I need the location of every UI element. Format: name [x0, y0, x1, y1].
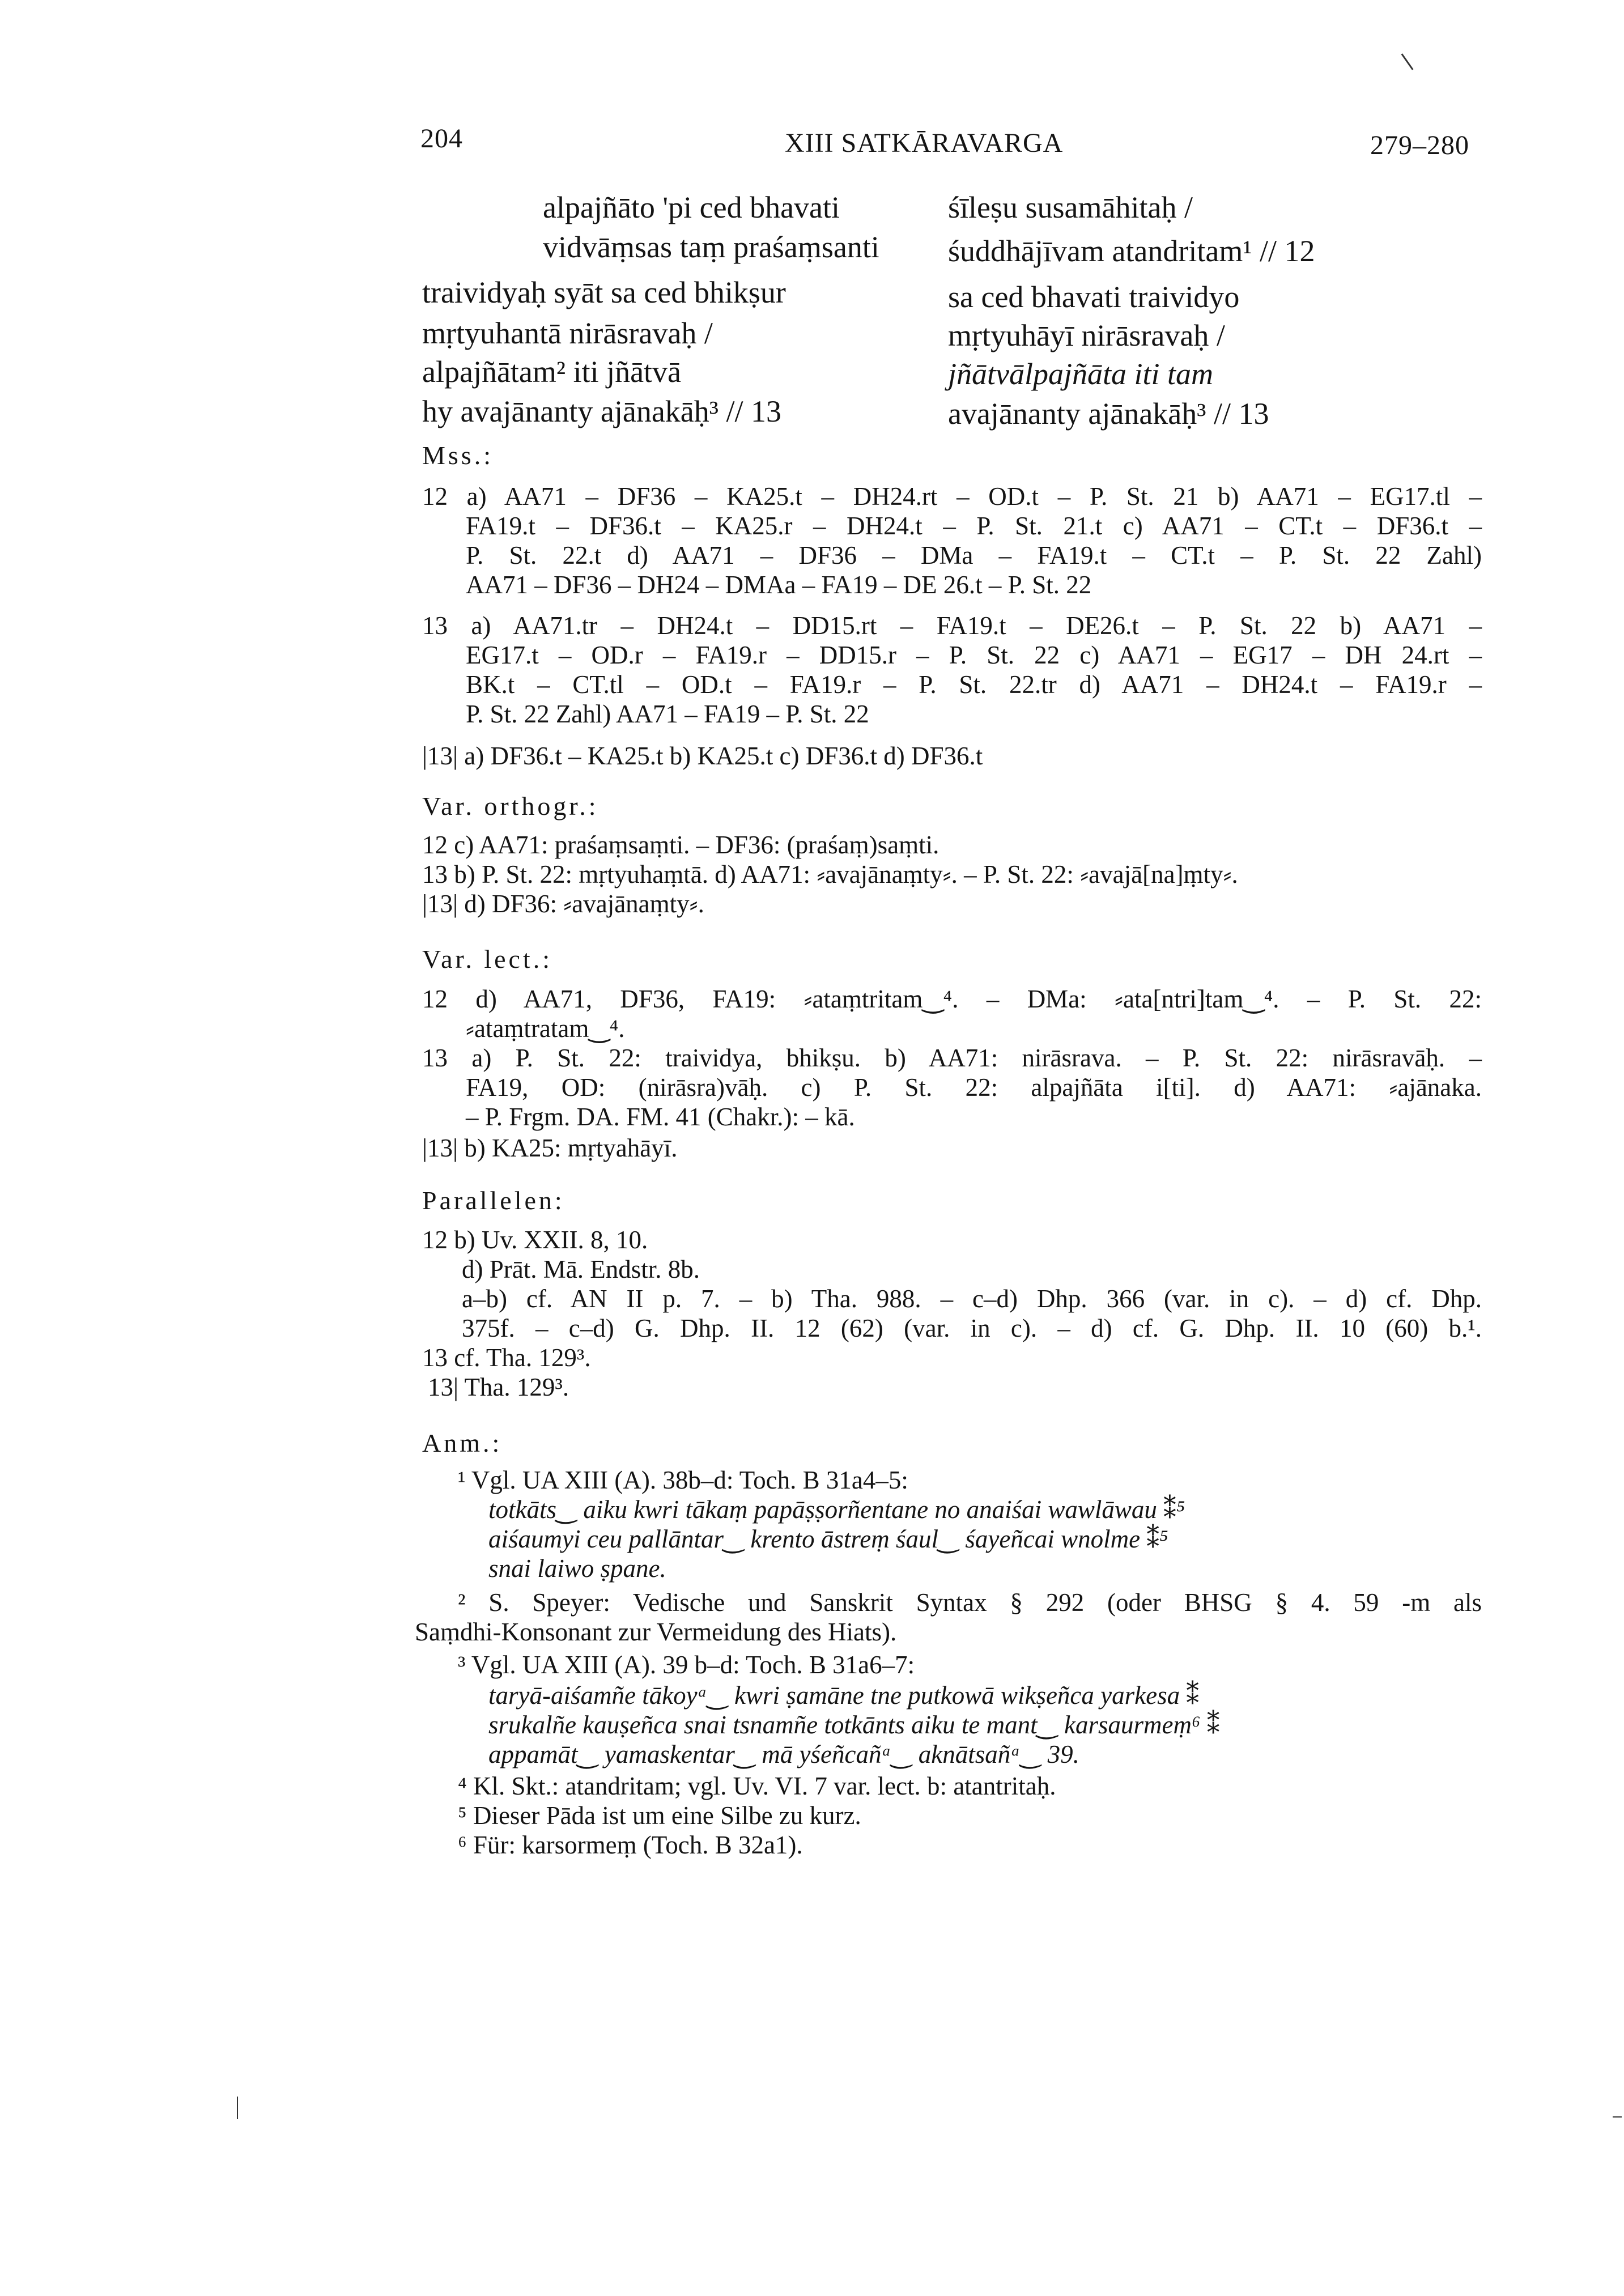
note-3-tocharian: appamāt‿ yamaskentar‿ mā yśeñcañᵃ‿ aknātsañᵃ‿ 39.	[488, 1740, 1079, 1768]
var-lect-line: – P. Frgm. DA. FM. 41 (Chakr.): – kā.	[466, 1103, 855, 1131]
scan-mark	[1613, 2116, 1622, 2118]
mss-line: 12 a) AA71 – DF36 – KA25.t – DH24.rt – OD.t – P. St. 21 b) AA71 – EG17.tl –	[422, 482, 1482, 511]
verse-range: 279–280	[1370, 130, 1469, 160]
note-3-tocharian: taryā-aiśamñe tākoyᵃ‿ kwri ṣamāne tne putkowā wikṣeñca yarkesa ⁑	[488, 1681, 1199, 1710]
mss-line: BK.t – CT.tl – OD.t – FA19.r – P. St. 22.tr d) AA71 – DH24.t – FA19.r –	[466, 670, 1482, 699]
parallelen-line: d) Prāt. Mā. Endstr. 8b.	[462, 1255, 700, 1283]
note-1-tocharian: snai laiwo ṣpane.	[488, 1554, 666, 1583]
note-1-intro: ¹ Vgl. UA XIII (A). 38b–d: Toch. B 31a4–5:	[458, 1466, 908, 1494]
var-lect-line: 12 d) AA71, DF36, FA19: ⸗ataṃtritam‿⁴. – DMa: ⸗ata[ntri]tam‿⁴. – P. St. 22:	[422, 985, 1482, 1013]
verse-13-left-3: alpajñātam² iti jñātvā	[422, 355, 682, 389]
parallelen-heading: Parallelen:	[422, 1186, 565, 1215]
mss-line: |13| a) DF36.t – KA25.t b) KA25.t c) DF36.t d) DF36.t	[422, 742, 983, 770]
note-3-tocharian: srukalñe kauṣeñca snai tsnamñe totkānts aiku te mant‿ karsaurmeṃ⁶ ⁑	[488, 1711, 1220, 1739]
var-orthogr-line: 13 b) P. St. 22: mṛtyuhaṃtā. d) AA71: ⸗avajānaṃty⸗. – P. St. 22: ⸗avajā[na]ṃty⸗.	[422, 860, 1238, 888]
var-lect-heading: Var. lect.:	[422, 945, 552, 973]
mss-line: 13 a) AA71.tr – DH24.t – DD15.rt – FA19.t – DE26.t – P. St. 22 b) AA71 –	[422, 611, 1482, 640]
verse-13-right-4: avajānanty ajānakāḥ³ // 13	[948, 397, 1269, 431]
var-lect-line: FA19, OD: (nirāsra)vāḥ. c) P. St. 22: alpajñāta i[ti]. d) AA71: ⸗ajānaka.	[466, 1073, 1482, 1102]
verse-13-left-1: traividyaḥ syāt sa ced bhikṣur	[422, 275, 786, 309]
var-lect-line: ⸗ataṃtratam‿⁴.	[466, 1014, 625, 1043]
parallelen-line: 12 b) Uv. XXII. 8, 10.	[422, 1226, 648, 1254]
scan-mark	[1401, 53, 1414, 70]
var-orthogr-line: 12 c) AA71: praśaṃsaṃti. – DF36: (praśaṃ)saṃti.	[422, 831, 939, 859]
verse-12-left-1: alpajñāto 'pi ced bhavati	[543, 190, 840, 224]
note-6: ⁶ Für: karsormeṃ (Toch. B 32a1).	[458, 1831, 803, 1859]
verse-13-right-3: jñātvālpajñāta iti tam	[948, 357, 1213, 391]
mss-line: P. St. 22 Zahl) AA71 – FA19 – P. St. 22	[466, 700, 869, 728]
verse-12-right-2: śuddhājīvam atandritam¹ // 12	[948, 234, 1315, 268]
parallelen-line: a–b) cf. AN II p. 7. – b) Tha. 988. – c–d) Dhp. 366 (var. in c). – d) cf. Dhp.	[462, 1285, 1482, 1313]
note-1-tocharian: totkāts‿ aiku kwri tākaṃ papāṣṣorñentane no anaiśai wawlāwau ⁑⁵	[488, 1495, 1185, 1524]
parallelen-line: 13 cf. Tha. 129³.	[422, 1343, 591, 1372]
parallelen-line: 13| Tha. 129³.	[428, 1373, 569, 1401]
scan-mark	[237, 2097, 238, 2119]
verse-13-right-2: mṛtyuhāyī nirāsravaḥ /	[948, 318, 1225, 352]
note-5: ⁵ Dieser Pāda ist um eine Silbe zu kurz.	[458, 1801, 861, 1830]
verse-13-left-2: mṛtyuhantā nirāsravaḥ /	[422, 316, 713, 350]
verse-12-right-1: śīleṣu susamāhitaḥ /	[948, 190, 1193, 224]
note-4: ⁴ Kl. Skt.: atandritam; vgl. Uv. VI. 7 var. lect. b: atantritaḥ.	[458, 1772, 1056, 1800]
mss-line: P. St. 22.t d) AA71 – DF36 – DMa – FA19.t – CT.t – P. St. 22 Zahl)	[466, 541, 1482, 569]
anm-heading: Anm.:	[422, 1428, 503, 1457]
var-orthogr-line: |13| d) DF36: ⸗avajānaṃty⸗.	[422, 890, 704, 918]
verse-13-left-4: hy avajānanty ajānakāḥ³ // 13	[422, 394, 781, 428]
note-2-cont: Saṃdhi-Konsonant zur Vermeidung des Hiats).	[415, 1618, 897, 1646]
mss-line: EG17.t – OD.r – FA19.r – DD15.r – P. St. 22 c) AA71 – EG17 – DH 24.rt –	[466, 641, 1482, 669]
note-2: ² S. Speyer: Vedische und Sanskrit Syntax § 292 (oder BHSG § 4. 59 -m als	[458, 1588, 1482, 1617]
page-number: 204	[420, 124, 463, 154]
mss-line: AA71 – DF36 – DH24 – DMAa – FA19 – DE 26.t – P. St. 22	[466, 571, 1092, 599]
chapter-title: XIII SATKĀRAVARGA	[785, 128, 1064, 158]
mss-line: FA19.t – DF36.t – KA25.r – DH24.t – P. St. 21.t c) AA71 – CT.t – DF36.t –	[466, 512, 1482, 540]
note-3-intro: ³ Vgl. UA XIII (A). 39 b–d: Toch. B 31a6–7:	[458, 1651, 915, 1679]
parallelen-line: 375f. – c–d) G. Dhp. II. 12 (62) (var. in c). – d) cf. G. Dhp. II. 10 (60) b.¹.	[462, 1314, 1482, 1342]
mss-heading: Mss.:	[422, 441, 494, 470]
var-lect-line: 13 a) P. St. 22: traividya, bhikṣu. b) AA71: nirāsrava. – P. St. 22: nirāsravāḥ. –	[422, 1044, 1482, 1072]
var-orthogr-heading: Var. orthogr.:	[422, 792, 599, 820]
verse-13-right-1: sa ced bhavati traividyo	[948, 280, 1240, 314]
note-1-tocharian: aiśaumyi ceu pallāntar‿ krento āstreṃ śaul‿ śayeñcai wnolme ⁑⁵	[488, 1525, 1168, 1553]
var-lect-line: |13| b) KA25: mṛtyahāyī.	[422, 1134, 678, 1162]
verse-12-left-2: vidvāṃsas taṃ praśaṃsanti	[543, 230, 879, 264]
